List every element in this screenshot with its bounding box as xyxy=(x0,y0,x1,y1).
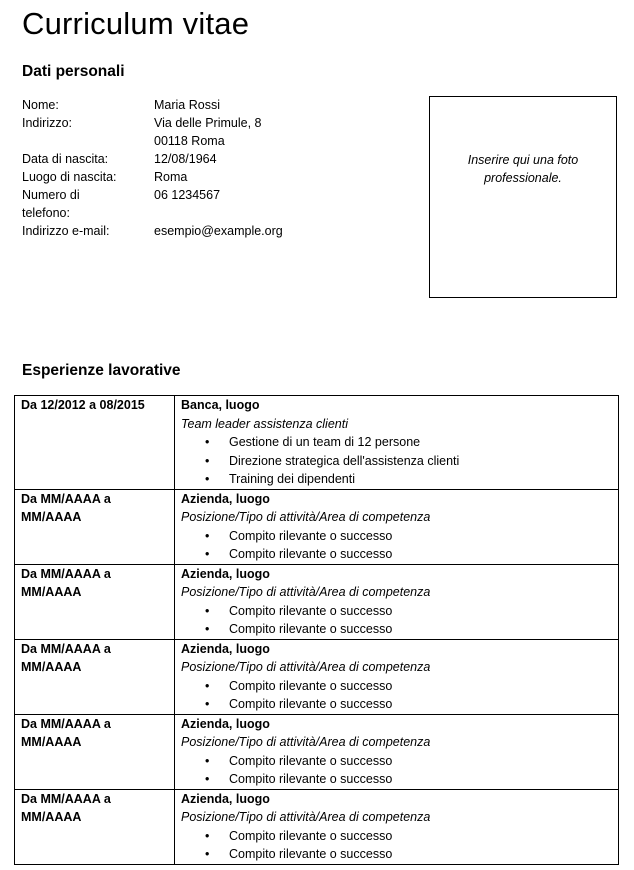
experience-task: • Compito rilevante o successo xyxy=(229,752,612,771)
birthdate-value: 12/08/1964 xyxy=(154,152,217,166)
work-experience-heading: Esperienze lavorative xyxy=(22,362,181,379)
experience-row xyxy=(15,714,619,789)
experience-task: • Training dei dipendenti xyxy=(229,470,612,489)
personal-row-phone xyxy=(22,186,394,222)
personal-row-email xyxy=(22,222,394,240)
address-label: Indirizzo: xyxy=(22,116,73,130)
experience-task: • Direzione strategica dell'assistenza clienti xyxy=(229,452,612,471)
experience-task: • Compito rilevante o successo xyxy=(229,827,612,846)
experience-company: Azienda, luogo xyxy=(181,641,270,656)
personal-row-address xyxy=(22,114,394,150)
document-title: Curriculum vitae xyxy=(22,6,250,41)
experience-task: • Compito rilevante o successo xyxy=(229,677,612,696)
experience-task-list xyxy=(181,433,612,489)
experience-task: • Compito rilevante o successo xyxy=(229,845,612,864)
email-label: Indirizzo e-mail: xyxy=(22,224,110,238)
experience-company: Azienda, luogo xyxy=(181,791,270,806)
experience-task: • Compito rilevante o successo xyxy=(229,602,612,621)
experience-details xyxy=(175,789,619,864)
photo-placeholder-text: Inserire qui una foto professionale. xyxy=(467,153,579,185)
experience-row xyxy=(15,564,619,639)
birthplace-label: Luogo di nascita: xyxy=(22,170,117,184)
experience-task: • Gestione di un team di 12 persone xyxy=(229,433,612,452)
experience-row xyxy=(15,396,619,490)
experience-role: Posizione/Tipo di attività/Area di competenza xyxy=(181,585,431,599)
experience-task-list xyxy=(181,677,612,714)
experience-period: Da 12/2012 a 08/2015 xyxy=(15,396,175,490)
experience-company: Azienda, luogo xyxy=(181,491,270,506)
experience-company: Banca, luogo xyxy=(181,398,260,412)
photo-placeholder-box xyxy=(429,96,617,298)
experience-task-list xyxy=(181,827,612,864)
experience-row xyxy=(15,489,619,564)
address-value: Via delle Primule, 8 00118 Roma xyxy=(154,116,262,148)
experience-row xyxy=(15,639,619,714)
experience-details xyxy=(175,489,619,564)
experience-company: Azienda, luogo xyxy=(181,716,270,731)
birthdate-label: Data di nascita: xyxy=(22,152,109,166)
experience-period: Da MM/AAAA a MM/AAAA xyxy=(15,789,175,864)
experience-task: • Compito rilevante o successo xyxy=(229,527,612,546)
experience-task: • Compito rilevante o successo xyxy=(229,770,612,789)
experience-details xyxy=(175,396,619,490)
experience-details xyxy=(175,714,619,789)
experience-row xyxy=(15,789,619,864)
experience-period: Da MM/AAAA a MM/AAAA xyxy=(15,489,175,564)
experience-details xyxy=(175,564,619,639)
experience-role: Posizione/Tipo di attività/Area di competenza xyxy=(181,660,431,674)
experience-role: Posizione/Tipo di attività/Area di competenza xyxy=(181,510,431,524)
personal-row-name xyxy=(22,96,394,114)
experience-task: • Compito rilevante o successo xyxy=(229,620,612,639)
experience-role: Posizione/Tipo di attività/Area di competenza xyxy=(181,735,431,749)
personal-row-birthplace xyxy=(22,168,394,186)
experience-task-list xyxy=(181,527,612,564)
phone-label: Numero di telefono: xyxy=(22,188,80,220)
experience-company: Azienda, luogo xyxy=(181,566,270,581)
name-label: Nome: xyxy=(22,98,59,112)
name-value: Maria Rossi xyxy=(154,98,220,112)
experience-task: • Compito rilevante o successo xyxy=(229,545,612,564)
experience-period: Da MM/AAAA a MM/AAAA xyxy=(15,564,175,639)
experience-role: Posizione/Tipo di attività/Area di competenza xyxy=(181,810,431,824)
experience-period: Da MM/AAAA a MM/AAAA xyxy=(15,714,175,789)
personal-row-birthdate xyxy=(22,150,394,168)
experience-task: • Compito rilevante o successo xyxy=(229,695,612,714)
birthplace-value: Roma xyxy=(154,170,188,184)
personal-data-table xyxy=(22,96,394,240)
work-experience-table xyxy=(14,395,619,865)
experience-task-list xyxy=(181,602,612,639)
experience-period: Da MM/AAAA a MM/AAAA xyxy=(15,639,175,714)
personal-data-heading: Dati personali xyxy=(22,63,125,80)
email-value: esempio@example.org xyxy=(154,224,283,238)
phone-value: 06 1234567 xyxy=(154,188,221,202)
experience-role: Team leader assistenza clienti xyxy=(181,416,348,431)
experience-details xyxy=(175,639,619,714)
experience-task-list xyxy=(181,752,612,789)
